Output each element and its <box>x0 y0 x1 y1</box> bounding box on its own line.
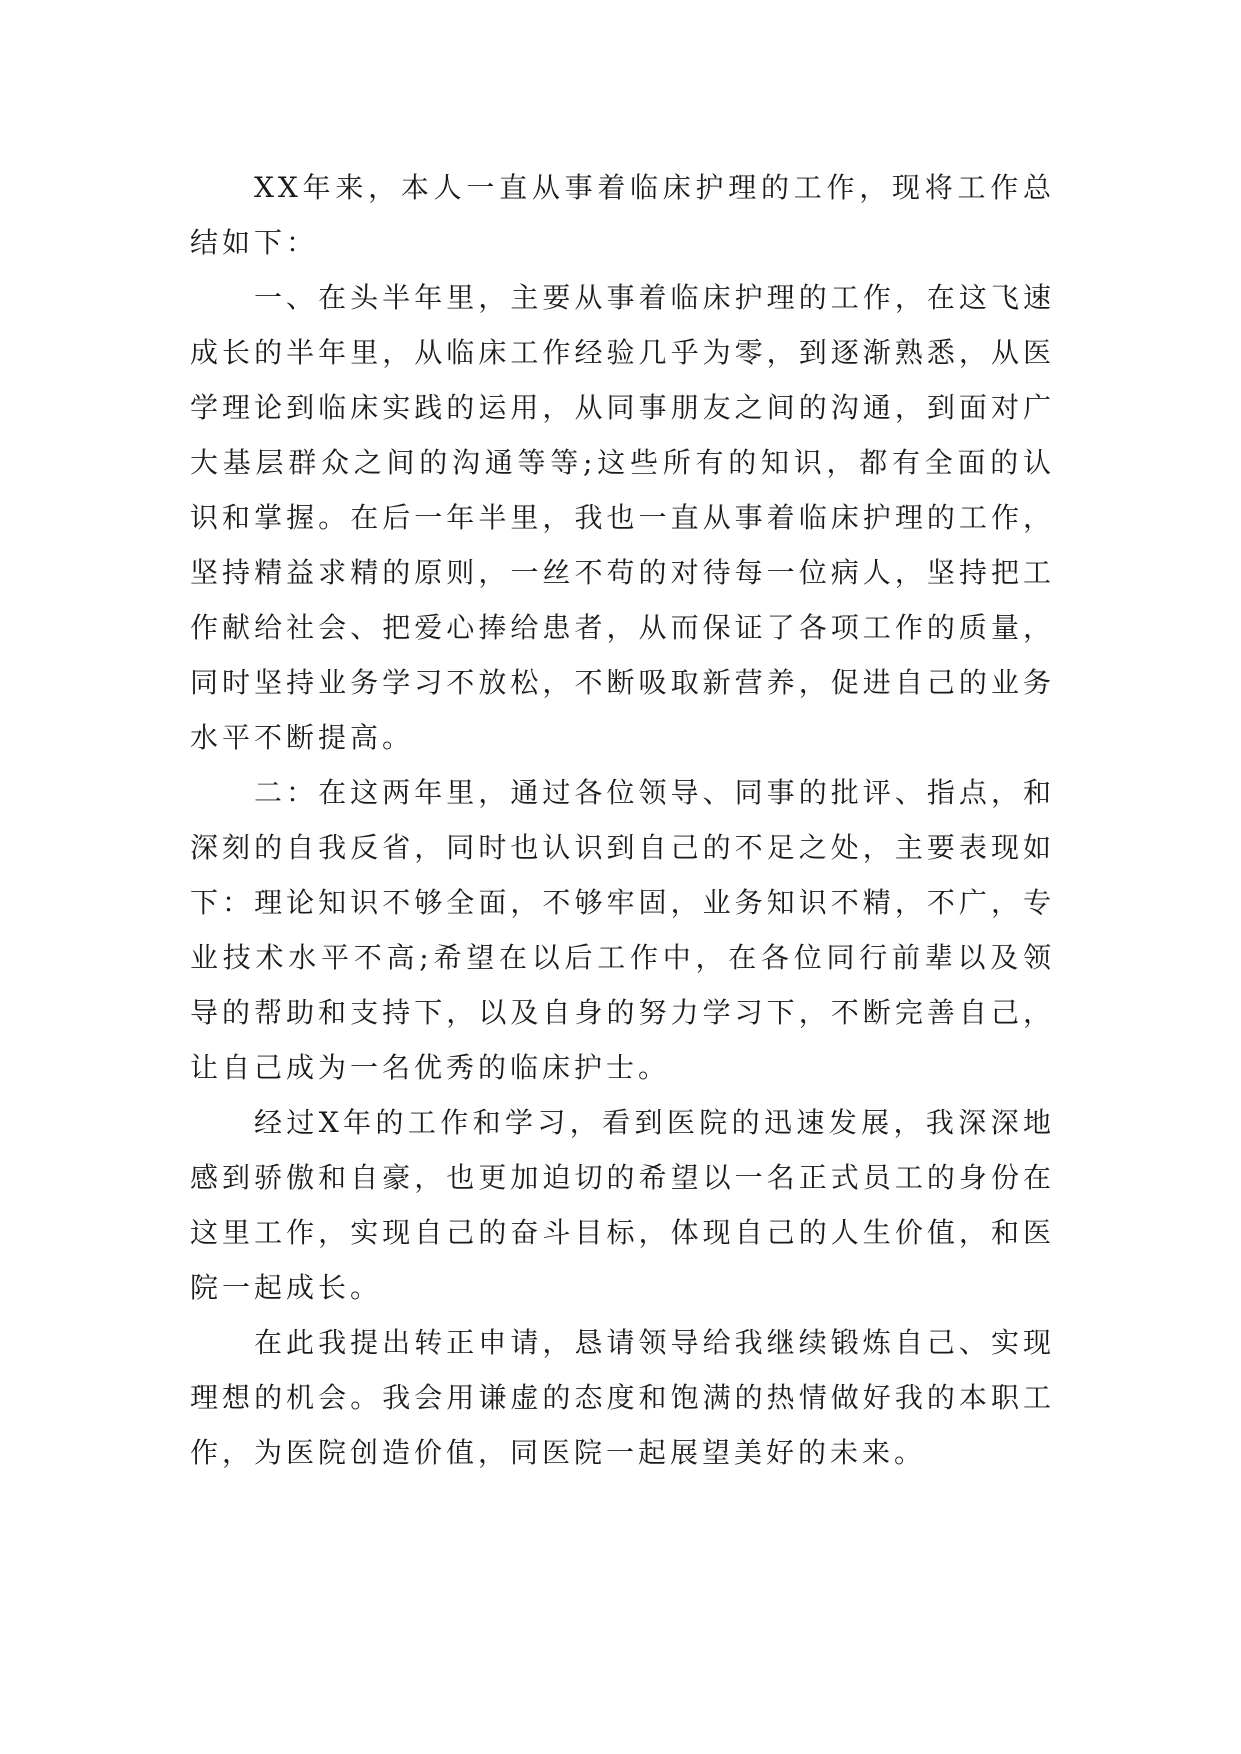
paragraph-development: 经过X年的工作和学习，看到医院的迅速发展，我深深地感到骄傲和自豪，也更加迫切的希望以一名正式员工的身份在这里工作，实现自己的奋斗目标，体现自己的人生价值，和医院一起成长。 <box>190 1106 1055 1304</box>
paragraph-application: 在此我提出转正申请，恳请领导给我继续锻炼自己、实现理想的机会。我会用谦虚的态度和饱满的热情做好我的本职工作，为医院创造价值，同医院一起展望美好的未来。 <box>190 1326 1055 1469</box>
paragraph-section-two: 二：在这两年里，通过各位领导、同事的批评、指点，和深刻的自我反省，同时也认识到自己的不足之处，主要表现如下：理论知识不够全面，不够牢固，业务知识不精，不广，专业技术水平不高;希望在以后工作中，在各位同行前辈以及领导的帮助和支持下，以及自身的努力学习下，不断完善自己，让自己成为一名优秀的临床护士。 <box>190 776 1055 1084</box>
paragraph-section-one: 一、在头半年里，主要从事着临床护理的工作，在这飞速成长的半年里，从临床工作经验几乎为零，到逐渐熟悉，从医学理论到临床实践的运用，从同事朋友之间的沟通，到面对广大基层群众之间的沟通等等;这些所有的知识，都有全面的认识和掌握。在后一年半里，我也一直从事着临床护理的工作，坚持精益求精的原则，一丝不苟的对待每一位病人，坚持把工作献给社会、把爱心捧给患者，从而保证了各项工作的质量，同时坚持业务学习不放松，不断吸取新营养，促进自己的业务水平不断提高。 <box>190 281 1055 754</box>
document-body <box>190 160 1055 1480</box>
paragraph-intro: XX年来，本人一直从事着临床护理的工作，现将工作总结如下： <box>190 171 1055 259</box>
